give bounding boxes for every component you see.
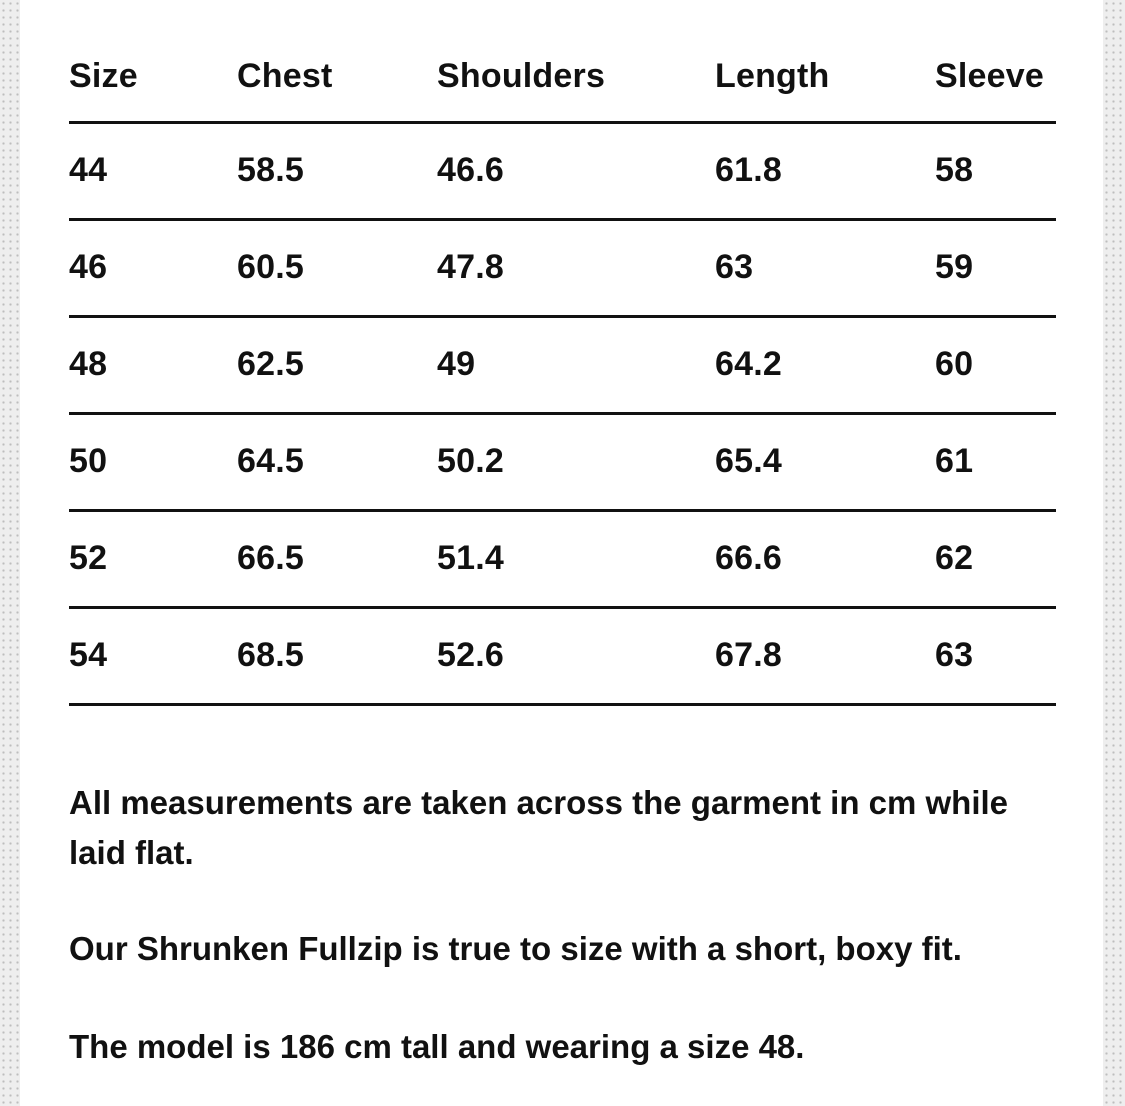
cell-shoulders: 52.6 [437, 607, 715, 704]
cell-shoulders: 46.6 [437, 122, 715, 219]
cell-length: 66.6 [715, 510, 935, 607]
cell-shoulders: 50.2 [437, 413, 715, 510]
left-dotted-border [0, 0, 20, 1106]
measurement-note: All measurements are taken across the garment in cm while laid flat. [69, 784, 1009, 871]
cell-size: 52 [69, 510, 237, 607]
cell-sleeve: 61 [935, 413, 1056, 510]
cell-size: 54 [69, 607, 237, 704]
cell-shoulders: 49 [437, 316, 715, 413]
cell-length: 65.4 [715, 413, 935, 510]
size-notes [69, 778, 1059, 1072]
header-sleeve: Sleeve [935, 32, 1056, 122]
cell-chest: 58.5 [237, 122, 437, 219]
cell-chest: 60.5 [237, 219, 437, 316]
cell-size: 50 [69, 413, 237, 510]
cell-size: 46 [69, 219, 237, 316]
cell-sleeve: 60 [935, 316, 1056, 413]
cell-sleeve: 62 [935, 510, 1056, 607]
cell-size: 48 [69, 316, 237, 413]
cell-length: 61.8 [715, 122, 935, 219]
table-row [69, 219, 1056, 316]
table-row [69, 510, 1056, 607]
right-dotted-border [1103, 0, 1125, 1106]
table-row [69, 607, 1056, 704]
cell-length: 67.8 [715, 607, 935, 704]
cell-sleeve: 58 [935, 122, 1056, 219]
cell-shoulders: 47.8 [437, 219, 715, 316]
cell-chest: 68.5 [237, 607, 437, 704]
cell-sleeve: 63 [935, 607, 1056, 704]
header-chest: Chest [237, 32, 437, 122]
table-header-row [69, 32, 1056, 122]
model-note: The model is 186 cm tall and wearing a size 48. [69, 1028, 805, 1065]
cell-chest: 62.5 [237, 316, 437, 413]
header-length: Length [715, 32, 935, 122]
table-row [69, 316, 1056, 413]
table-row [69, 122, 1056, 219]
cell-sleeve: 59 [935, 219, 1056, 316]
cell-shoulders: 51.4 [437, 510, 715, 607]
cell-chest: 66.5 [237, 510, 437, 607]
fit-note: Our Shrunken Fullzip is true to size with a short, boxy fit. [69, 930, 962, 967]
header-shoulders: Shoulders [437, 32, 715, 122]
cell-size: 44 [69, 122, 237, 219]
cell-length: 63 [715, 219, 935, 316]
cell-chest: 64.5 [237, 413, 437, 510]
size-chart-table [69, 32, 1056, 706]
table-row [69, 413, 1056, 510]
header-size: Size [69, 32, 237, 122]
cell-length: 64.2 [715, 316, 935, 413]
